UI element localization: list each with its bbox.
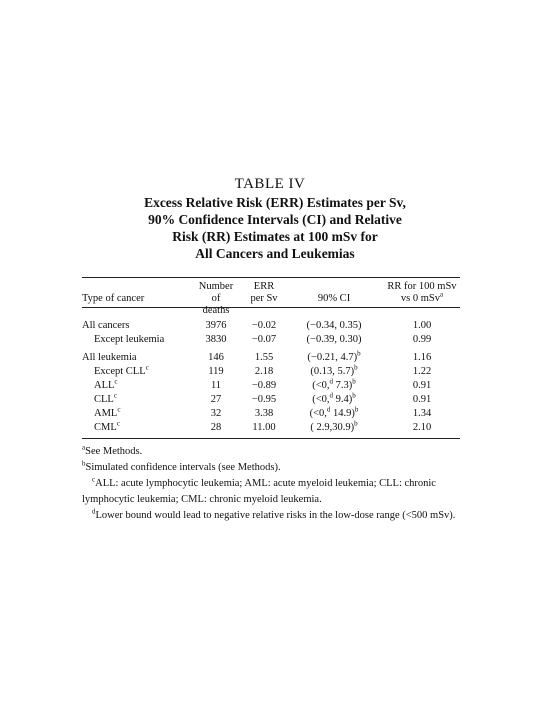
- row-type-label: CLL: [94, 394, 114, 405]
- row-type: [94, 405, 121, 420]
- footnote-text: Lower bound would lead to negative relative risks in the low-dose range (<500 mSv).: [95, 510, 456, 521]
- row-ci: (−0.34, 0.35): [306, 320, 362, 331]
- row-deaths: 146: [208, 352, 224, 363]
- row-ci: [290, 349, 378, 364]
- row-type-footnote-mark: c: [114, 377, 118, 386]
- table-footnotes: [82, 444, 464, 524]
- row-type: [94, 419, 120, 434]
- row-ci-footnote-mark: b: [357, 349, 361, 358]
- footnote: [82, 476, 464, 508]
- row-type-label: CML: [94, 422, 117, 433]
- header-type: Type of cancer: [82, 293, 145, 304]
- table-number: TABLE IV: [234, 176, 306, 192]
- row-ci-bound-mark: d: [329, 377, 334, 386]
- row-type: Except leukemia: [94, 334, 165, 345]
- row-type-footnote-mark: c: [117, 405, 121, 414]
- header-deaths-line1: Number of: [198, 281, 234, 304]
- footnote-mark: a: [82, 443, 86, 452]
- row-type-label: Except CLL: [94, 366, 146, 377]
- row-ci: (−0.39, 0.30): [306, 334, 362, 345]
- row-ci-bound-mark: d: [326, 405, 331, 414]
- footnote: [82, 460, 464, 476]
- table-top-rule: [82, 277, 460, 278]
- row-ci-value: (<0,: [309, 408, 327, 419]
- row-rr: 1.00: [412, 320, 432, 331]
- footnote-mark: b: [82, 459, 86, 468]
- row-deaths: 27: [210, 394, 222, 405]
- header-err-line1: ERR: [253, 281, 275, 292]
- row-type: [94, 391, 117, 406]
- row-ci-upper: 9.4): [333, 394, 353, 405]
- row-ci-value: (<0,: [312, 380, 330, 391]
- row-ci: [290, 419, 378, 434]
- footnote: [82, 444, 464, 460]
- row-deaths: 3976: [205, 320, 227, 331]
- row-type-label: AML: [94, 408, 118, 419]
- row-rr: 1.16: [412, 352, 432, 363]
- row-deaths: 3830: [205, 334, 227, 345]
- header-err-line2: per Sv: [250, 293, 278, 304]
- row-ci-upper: 7.3): [333, 380, 353, 391]
- footnote-text: See Methods.: [85, 446, 143, 457]
- footnote: [82, 508, 464, 524]
- header-err: [244, 281, 284, 305]
- row-err: −0.02: [251, 320, 277, 331]
- row-deaths: 28: [210, 422, 222, 433]
- table-title-line: 90% Confidence Intervals (CI) and Relative: [148, 212, 402, 227]
- header-rr-footnote-mark: a: [439, 290, 444, 299]
- table-bottom-rule: [82, 438, 460, 439]
- footnote-mark: c: [92, 475, 96, 484]
- table-header-rule: [82, 307, 460, 308]
- row-err: 11.00: [252, 422, 276, 433]
- header-rr-line2: vs 0 mSv: [400, 293, 440, 304]
- row-type-footnote-mark: c: [116, 419, 120, 428]
- row-ci-upper: 14.9): [330, 408, 355, 419]
- row-ci-value: (0.13, 5.7): [310, 366, 355, 377]
- row-type: All leukemia: [82, 352, 137, 363]
- row-rr: 0.91: [412, 394, 432, 405]
- row-rr: 1.34: [412, 408, 432, 419]
- row-ci-footnote-mark: b: [352, 391, 356, 400]
- header-rr: [386, 281, 458, 305]
- row-type: All cancers: [82, 320, 130, 331]
- row-type: [94, 363, 149, 378]
- header-deaths-line2: deaths: [202, 305, 230, 316]
- row-ci: [290, 405, 378, 420]
- row-err: −0.07: [251, 334, 277, 345]
- footnote-text: Simulated confidence intervals (see Methods).: [85, 462, 281, 473]
- row-err: 3.38: [254, 408, 274, 419]
- row-ci: [290, 363, 378, 378]
- table-title-line: Excess Relative Risk (ERR) Estimates per Sv,: [144, 195, 406, 210]
- table-title-line: Risk (RR) Estimates at 100 mSv for: [172, 229, 378, 244]
- row-ci-value: ( 2.9,30.9): [310, 422, 355, 433]
- header-rr-line1: RR for 100 mSv: [387, 281, 457, 292]
- row-type: [94, 377, 118, 392]
- row-ci-footnote-mark: b: [354, 405, 359, 414]
- row-rr: 2.10: [412, 422, 432, 433]
- row-ci: [290, 377, 378, 392]
- header-deaths: [194, 281, 238, 317]
- row-ci-value: (<0,: [312, 394, 330, 405]
- row-ci: [290, 391, 378, 406]
- row-deaths: 32: [210, 408, 222, 419]
- footnote-text: ALL: acute lymphocytic leukemia; AML: acute myeloid leukemia; CLL: chronic lymphocytic leukemia; CML: chronic myeloid leukemia.: [82, 478, 436, 505]
- table-title: [90, 194, 460, 262]
- row-type-label: ALL: [94, 380, 115, 391]
- table-title-line: All Cancers and Leukemias: [195, 246, 355, 261]
- row-type-footnote-mark: c: [113, 391, 117, 400]
- row-err: −0.89: [251, 380, 277, 391]
- row-ci-footnote-mark: b: [354, 419, 358, 428]
- row-err: −0.95: [251, 394, 277, 405]
- row-ci-footnote-mark: b: [352, 377, 356, 386]
- row-rr: 0.91: [412, 380, 432, 391]
- row-ci-bound-mark: d: [329, 391, 334, 400]
- footnote-mark: d: [92, 507, 96, 516]
- row-ci-value: (−0.21, 4.7): [307, 352, 358, 363]
- row-deaths: 11: [210, 380, 222, 391]
- row-ci-footnote-mark: b: [354, 363, 358, 372]
- header-ci: 90% CI: [317, 293, 351, 304]
- row-err: 1.55: [254, 352, 274, 363]
- row-type-footnote-mark: c: [145, 363, 149, 372]
- row-rr: 1.22: [412, 366, 432, 377]
- row-deaths: 119: [208, 366, 224, 377]
- row-rr: 0.99: [412, 334, 432, 345]
- row-err: 2.18: [254, 366, 274, 377]
